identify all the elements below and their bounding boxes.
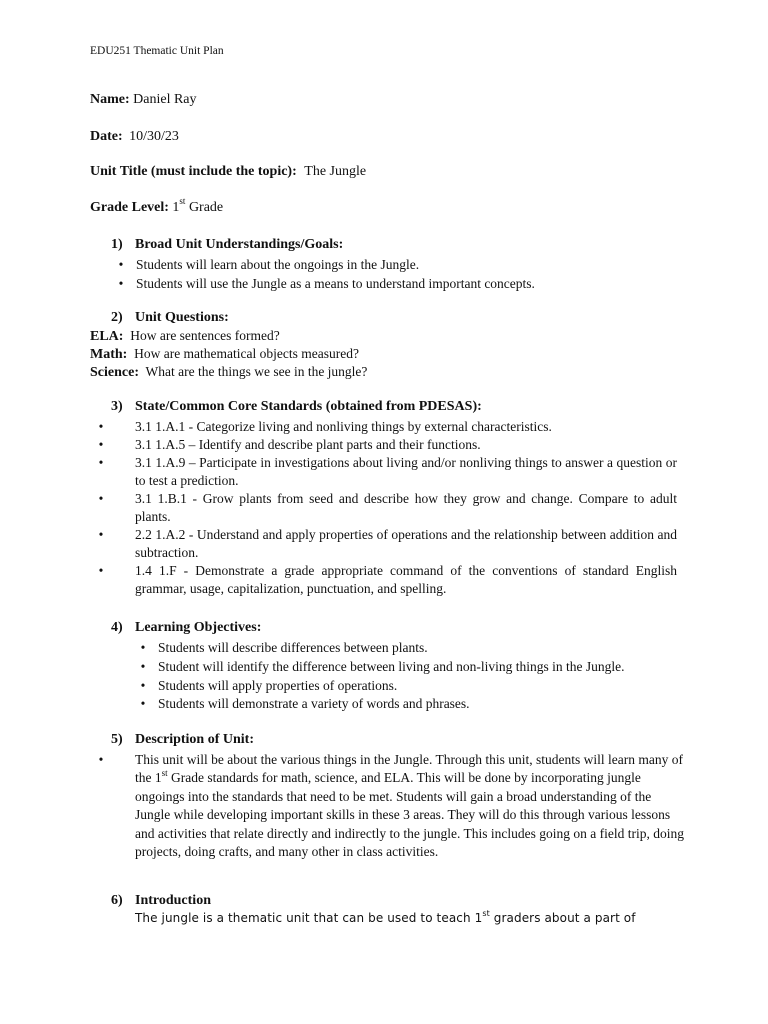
list-item: • Students will describe differences between plants. [140, 640, 428, 655]
list-item: • 1.4 1.F - Demonstrate a grade appropriate command of the conventions of standard English grammar, usage, capitalization, punctuation, and spelling. [98, 563, 677, 596]
list-item: • Students will apply properties of operations. [140, 677, 398, 693]
list-item: • 3.1 1.B.1 - Grow plants from seed and describe how they grow and change. Compare to adult plants. [98, 491, 677, 524]
unit-title-field [90, 164, 366, 180]
section-description-heading: 5) Description of Unit: [111, 732, 254, 747]
introduction-text: The jungle is a thematic unit that can be used to teach 1st graders about a part of [135, 909, 636, 925]
name-label: Name: [90, 92, 130, 107]
science-question: Science: What are the things we see in the jungle? [90, 364, 368, 380]
description-item: • This unit will be about the various things in the Jungle. Through this unit, students will learn many of the 1st Grade standards for math, science, and ELA. This will be done by incorporating jungle ongoings into the standards that need to be met. Students will gain a broad understanding of the Jungle while developing important skills in these 3 areas. They will do this through various lessons and activities that relate directly and indirectly to the jungle. This includes going on a field trip, doing projects, doing crafts, and many other in class activities. [98, 752, 684, 860]
grade-field [90, 196, 224, 216]
math-question: Math: How are mathematical objects measured? [90, 346, 359, 362]
grade-text: Grade [188, 200, 224, 215]
goals-list [114, 256, 684, 294]
section-goals-heading: 1) Broad Unit Understandings/Goals: [111, 237, 344, 252]
date-field [90, 129, 179, 145]
description-block [91, 751, 687, 861]
unit-title-label: Unit Title (must include the topic): [90, 164, 297, 179]
page-header: EDU251 Thematic Unit Plan [90, 45, 224, 57]
ela-question: ELA: How are sentences formed? [90, 328, 280, 344]
list-item: • 2.2 1.A.2 - Understand and apply properties of operations and the relationship between addition and subtraction. [98, 527, 677, 560]
grade-label: Grade Level: [90, 200, 169, 215]
section-introduction-heading: 6) Introduction [111, 893, 211, 908]
list-item: • 3.1 1.A.9 – Participate in investigations about living and/or nonliving things to answer a question or to test a prediction. [98, 455, 677, 488]
objectives-list [136, 639, 696, 714]
list-item: • Students will learn about the ongoings in the Jungle. [118, 257, 420, 272]
list-item: • 3.1 1.A.1 - Categorize living and nonliving things by external characteristics. [98, 419, 552, 434]
date-value: 10/30/23 [129, 129, 179, 144]
list-item: • Students will demonstrate a variety of words and phrases. [140, 696, 470, 712]
section-questions-heading: 2) Unit Questions: [111, 310, 229, 325]
date-label: Date: [90, 129, 123, 144]
grade-sup: st [179, 196, 186, 207]
unit-title-value: The Jungle [304, 164, 367, 179]
grade-num: 1 [172, 200, 180, 215]
list-item: • Students will use the Jungle as a means to understand important concepts. [118, 275, 535, 291]
list-item: • Student will identify the difference between living and non-living things in the Jungle. [140, 658, 625, 674]
section-objectives-heading: 4) Learning Objectives: [111, 620, 262, 635]
list-item: • 3.1 1.A.5 – Identify and describe plant parts and their functions. [98, 437, 481, 452]
name-field [90, 92, 197, 108]
name-value: Daniel Ray [133, 92, 197, 107]
section-standards-heading: 3) State/Common Core Standards (obtained from PDESAS): [111, 399, 482, 414]
standards-list [91, 418, 677, 598]
